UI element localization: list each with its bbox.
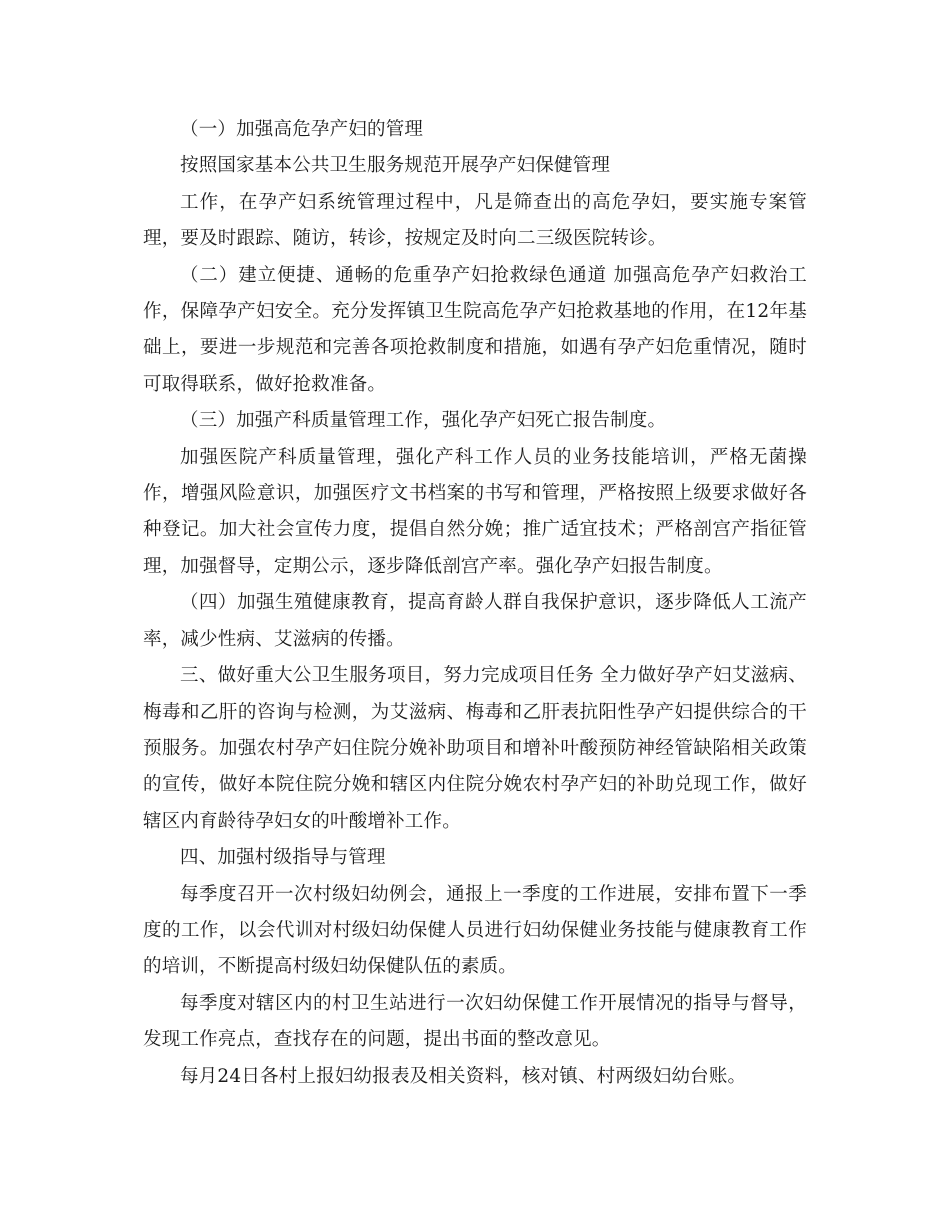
document-body bbox=[143, 112, 807, 1095]
paragraph: 工作，在孕产妇系统管理过程中，凡是筛查出的高危孕妇，要实施专案管理，要及时跟踪、随访，转诊，按规定及时向二三级医院转诊。 bbox=[143, 191, 807, 250]
paragraph-section-1-heading: （一）加强高危孕产妇的管理 bbox=[180, 119, 424, 140]
paragraph: 每季度召开一次村级妇幼例会，通报上一季度的工作进展，安排布置下一季度的工作，以会代训对村级妇幼保健人员进行妇幼保健业务技能与健康教育工作的培训，不断提高村级妇幼保健队伍的素质。 bbox=[143, 883, 807, 978]
paragraph: 每季度对辖区内的村卫生站进行一次妇幼保健工作开展情况的指导与督导，发现工作亮点，查找存在的问题，提出书面的整改意见。 bbox=[143, 992, 807, 1051]
paragraph: 加强医院产科质量管理，强化产科工作人员的业务技能培训，严格无菌操作，增强风险意识，加强医疗文书档案的书写和管理，严格按照上级要求做好各种登记。加大社会宣传力度，提倡自然分娩；推广适宜技术；严格剖宫产指征管理，加强督导，定期公示，逐步降低剖宫产率。强化孕产妇报告制度。 bbox=[143, 446, 807, 577]
paragraph: 三、做好重大公卫生服务项目，努力完成项目任务 全力做好孕产妇艾滋病、梅毒和乙肝的咨询与检测，为艾滋病、梅毒和乙肝表抗阳性孕产妇提供综合的干预服务。加强农村孕产妇住院分娩补助项目和增补叶酸预防神经管缺陷相关政策的宣传，做好本院住院分娩和辖区内住院分娩农村孕产妇的补助兑现工作，做好辖区内育龄待孕妇女的叶酸增补工作。 bbox=[143, 665, 807, 832]
paragraph: （四）加强生殖健康教育，提高育龄人群自我保护意识，逐步降低人工流产率，减少性病、艾滋病的传播。 bbox=[143, 592, 807, 650]
paragraph-section-four-heading: 四、加强村级指导与管理 bbox=[180, 847, 386, 869]
paragraph: 按照国家基本公共卫生服务规范开展孕产妇保健管理 bbox=[180, 155, 611, 177]
paragraph-section-3-heading: （三）加强产科质量管理工作，强化孕产妇死亡报告制度。 bbox=[180, 410, 667, 432]
paragraph: （二）建立便捷、通畅的危重孕产妇抢救绿色通道 加强高危孕产妇救治工作，保障孕产妇安全。充分发挥镇卫生院高危孕产妇抢救基地的作用，在12年基础上，要进一步规范和完善各项抢救制度和措施，如遇有孕产妇危重情况，随时可取得联系，做好抢救准备。 bbox=[143, 264, 807, 395]
paragraph: 每月24日各村上报妇幼报表及相关资料，核对镇、村两级妇幼台账。 bbox=[180, 1065, 747, 1087]
